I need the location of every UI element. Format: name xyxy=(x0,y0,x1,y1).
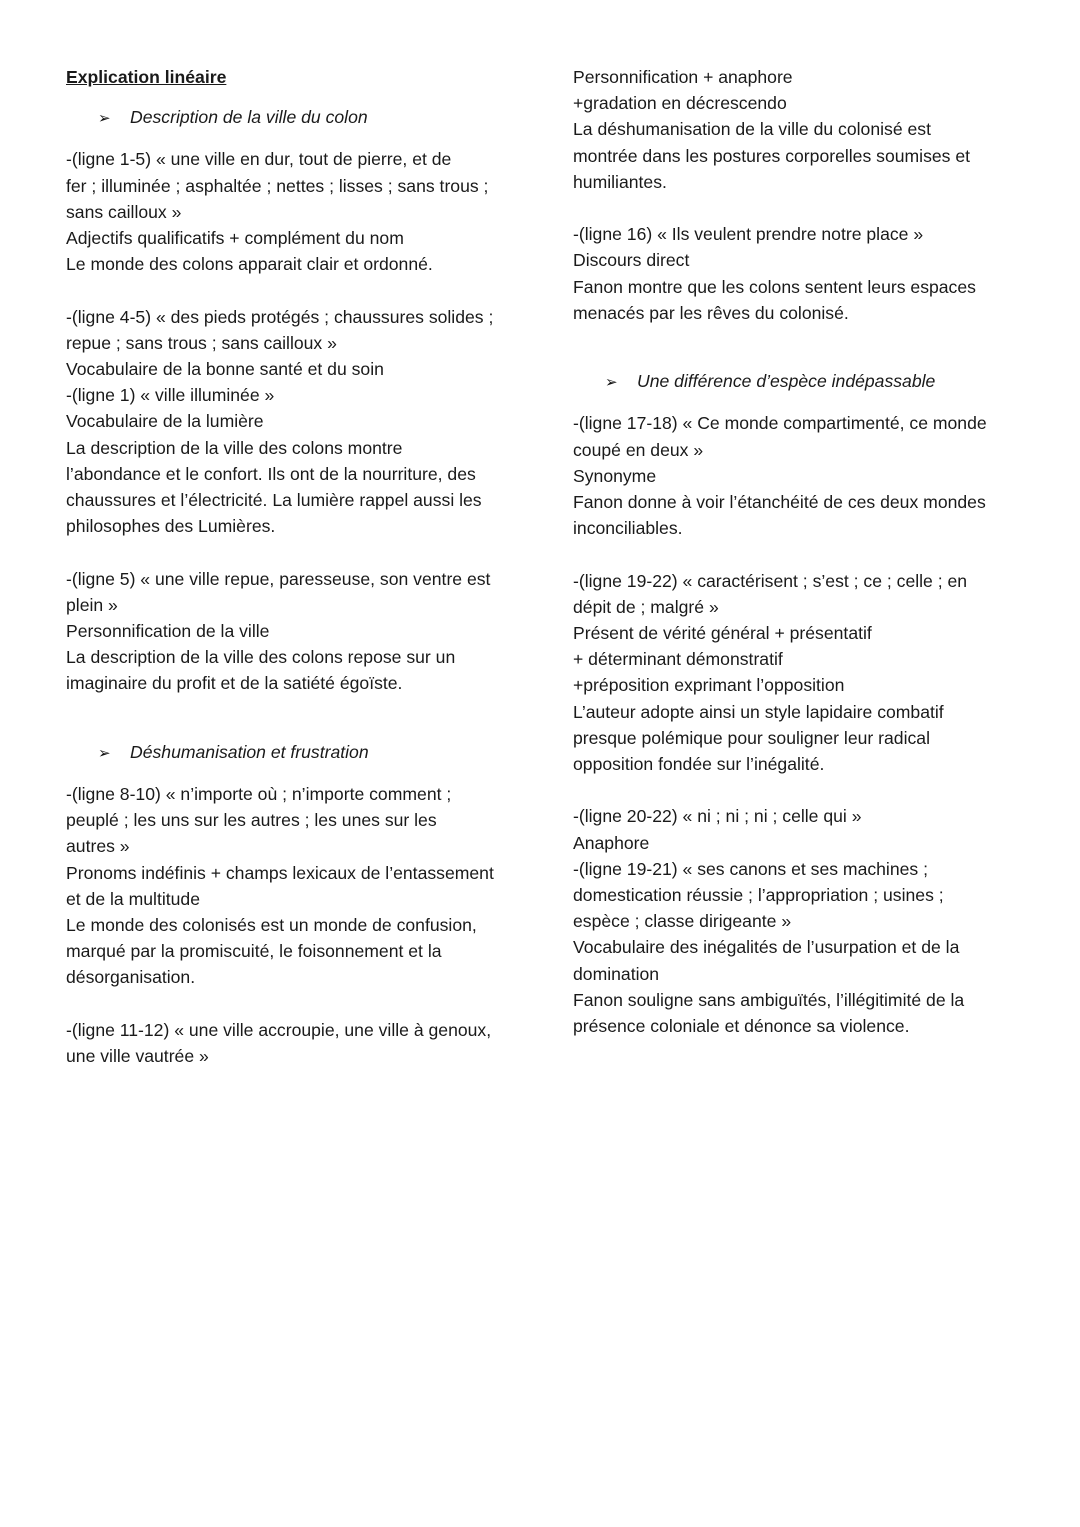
text-line: repue ; sans trous ; sans cailloux » xyxy=(66,332,337,353)
text-line: La déshumanisation de la ville du colonisé est xyxy=(573,119,931,140)
text-line: désorganisation. xyxy=(66,967,196,988)
text-line: une ville vautrée » xyxy=(66,1046,209,1067)
text-line: -(ligne 1) « ville illuminée » xyxy=(66,385,275,406)
section-heading-label: Déshumanisation et frustration xyxy=(130,741,369,762)
text-line: Fanon montre que les colons sentent leurs espaces xyxy=(573,276,976,297)
text-line: La description de la ville des colons repose sur un xyxy=(66,647,456,668)
spacer xyxy=(66,697,516,723)
section-heading-label: Une différence d’espèce indépassable xyxy=(637,371,936,392)
text-line: menacés par les rêves du colonisé. xyxy=(573,302,849,323)
text-line: Vocabulaire de la bonne santé et du soin xyxy=(66,359,384,380)
text-line: Anaphore xyxy=(573,832,650,853)
section-heading-difference xyxy=(605,368,1013,396)
text-line: La description de la ville des colons montre xyxy=(66,437,403,458)
text-line: peuplé ; les uns sur les autres ; les unes sur les xyxy=(66,810,437,831)
section-heading-label: Description de la ville du colon xyxy=(130,107,368,128)
text-line: -(ligne 19-21) « ses canons et ses machines ; xyxy=(573,858,928,879)
paragraph-ligne-19-22 xyxy=(573,568,1013,778)
left-column xyxy=(66,64,516,1069)
spacer xyxy=(66,539,516,565)
paragraph-ligne-4-5 xyxy=(66,304,516,540)
paragraph-ligne-1-5 xyxy=(66,146,516,277)
spacer xyxy=(66,991,516,1017)
section-heading-deshumanisation xyxy=(98,739,516,767)
spacer xyxy=(573,326,1013,352)
text-line: fer ; illuminée ; asphaltée ; nettes ; lisses ; sans trous ; xyxy=(66,175,489,196)
text-line: coupé en deux » xyxy=(573,439,704,460)
paragraph-ligne-17-18 xyxy=(573,410,1013,541)
text-line: Personnification + anaphore xyxy=(573,67,793,87)
spacer xyxy=(573,541,1013,567)
text-line: Discours direct xyxy=(573,250,690,271)
text-line: chaussures et l’électricité. La lumière rappel aussi les xyxy=(66,490,482,511)
text-line: humiliantes. xyxy=(573,171,667,192)
text-line: Fanon souligne sans ambiguïtés, l’illégitimité de la xyxy=(573,989,965,1010)
spacer xyxy=(66,723,516,739)
text-line: espèce ; classe dirigeante » xyxy=(573,911,792,932)
spacer xyxy=(573,195,1013,221)
text-line: montrée dans les postures corporelles soumises et xyxy=(573,145,971,166)
arrow-bullet-icon: ➢ xyxy=(98,744,111,762)
text-line: domestication réussie ; l’appropriation ; usines ; xyxy=(573,885,944,906)
spacer xyxy=(66,277,516,303)
text-line: Vocabulaire des inégalités de l’usurpation et de la xyxy=(573,937,960,958)
text-line: plein » xyxy=(66,594,118,615)
text-line: l’abondance et le confort. Ils ont de la nourriture, des xyxy=(66,463,476,484)
text-line: -(ligne 20-22) « ni ; ni ; ni ; celle qui » xyxy=(573,806,862,827)
paragraph-ligne-20-22 xyxy=(573,803,1013,1039)
text-line: -(ligne 19-22) « caractérisent ; s’est ; ce ; celle ; en xyxy=(573,570,968,591)
text-line: +préposition exprimant l’opposition xyxy=(573,675,845,696)
text-line: -(ligne 1-5) « une ville en dur, tout de pierre, et de xyxy=(66,149,452,170)
arrow-bullet-icon: ➢ xyxy=(605,374,618,392)
text-line: -(ligne 11-12) « une ville accroupie, une ville à genoux, xyxy=(66,1019,492,1040)
text-line: Personnification de la ville xyxy=(66,621,270,642)
text-line: -(ligne 16) « Ils veulent prendre notre place » xyxy=(573,224,924,245)
text-line: imaginaire du profit et de la satiété égoïste. xyxy=(66,673,403,694)
text-line: Le monde des colons apparait clair et ordonné. xyxy=(66,254,433,275)
arrow-bullet-icon: ➢ xyxy=(98,110,111,128)
paragraph-ligne-5 xyxy=(66,566,516,697)
text-line: et de la multitude xyxy=(66,888,200,909)
paragraph-ligne-11-12 xyxy=(66,1017,516,1069)
paragraph-ligne-16 xyxy=(573,221,1013,326)
spacer xyxy=(573,352,1013,368)
text-line: Présent de vérité général + présentatif xyxy=(573,623,872,644)
spacer xyxy=(573,777,1013,803)
text-line: -(ligne 17-18) « Ce monde compartimenté, ce monde xyxy=(573,413,987,434)
text-line: présence coloniale et dénonce sa violence. xyxy=(573,1016,910,1037)
text-line: presque polémique pour souligner leur radical xyxy=(573,727,930,748)
text-line: opposition fondée sur l’inégalité. xyxy=(573,754,825,775)
paragraph-continuation xyxy=(573,64,1013,195)
text-line: -(ligne 5) « une ville repue, paresseuse, son ventre est xyxy=(66,568,491,589)
text-line: -(ligne 4-5) « des pieds protégés ; chaussures solides ; xyxy=(66,306,494,327)
text-line: Vocabulaire de la lumière xyxy=(66,411,264,432)
text-line: Pronoms indéfinis + champs lexicaux de l’entassement xyxy=(66,862,494,883)
text-line: dépit de ; malgré » xyxy=(573,596,719,617)
text-line: -(ligne 8-10) « n’importe où ; n’importe comment ; xyxy=(66,784,452,805)
text-line: + déterminant démonstratif xyxy=(573,649,783,670)
text-line: philosophes des Lumières. xyxy=(66,516,276,537)
text-line: inconciliables. xyxy=(573,518,683,539)
text-line: Fanon donne à voir l’étanchéité de ces deux mondes xyxy=(573,492,986,513)
text-line: L’auteur adopte ainsi un style lapidaire combatif xyxy=(573,701,944,722)
text-line: +gradation en décrescendo xyxy=(573,93,787,114)
right-column xyxy=(573,64,1013,1039)
text-line: Adjectifs qualificatifs + complément du nom xyxy=(66,228,404,249)
text-line: domination xyxy=(573,963,660,984)
text-line: Le monde des colonisés est un monde de confusion, xyxy=(66,915,477,936)
text-line: autres » xyxy=(66,836,130,857)
paragraph-ligne-8-10 xyxy=(66,781,516,991)
section-heading-description xyxy=(98,104,516,132)
text-line: Synonyme xyxy=(573,465,657,486)
text-line: sans cailloux » xyxy=(66,201,182,222)
text-line: marqué par la promiscuité, le foisonnement et la xyxy=(66,941,442,962)
document-title: Explication linéaire xyxy=(66,67,227,87)
